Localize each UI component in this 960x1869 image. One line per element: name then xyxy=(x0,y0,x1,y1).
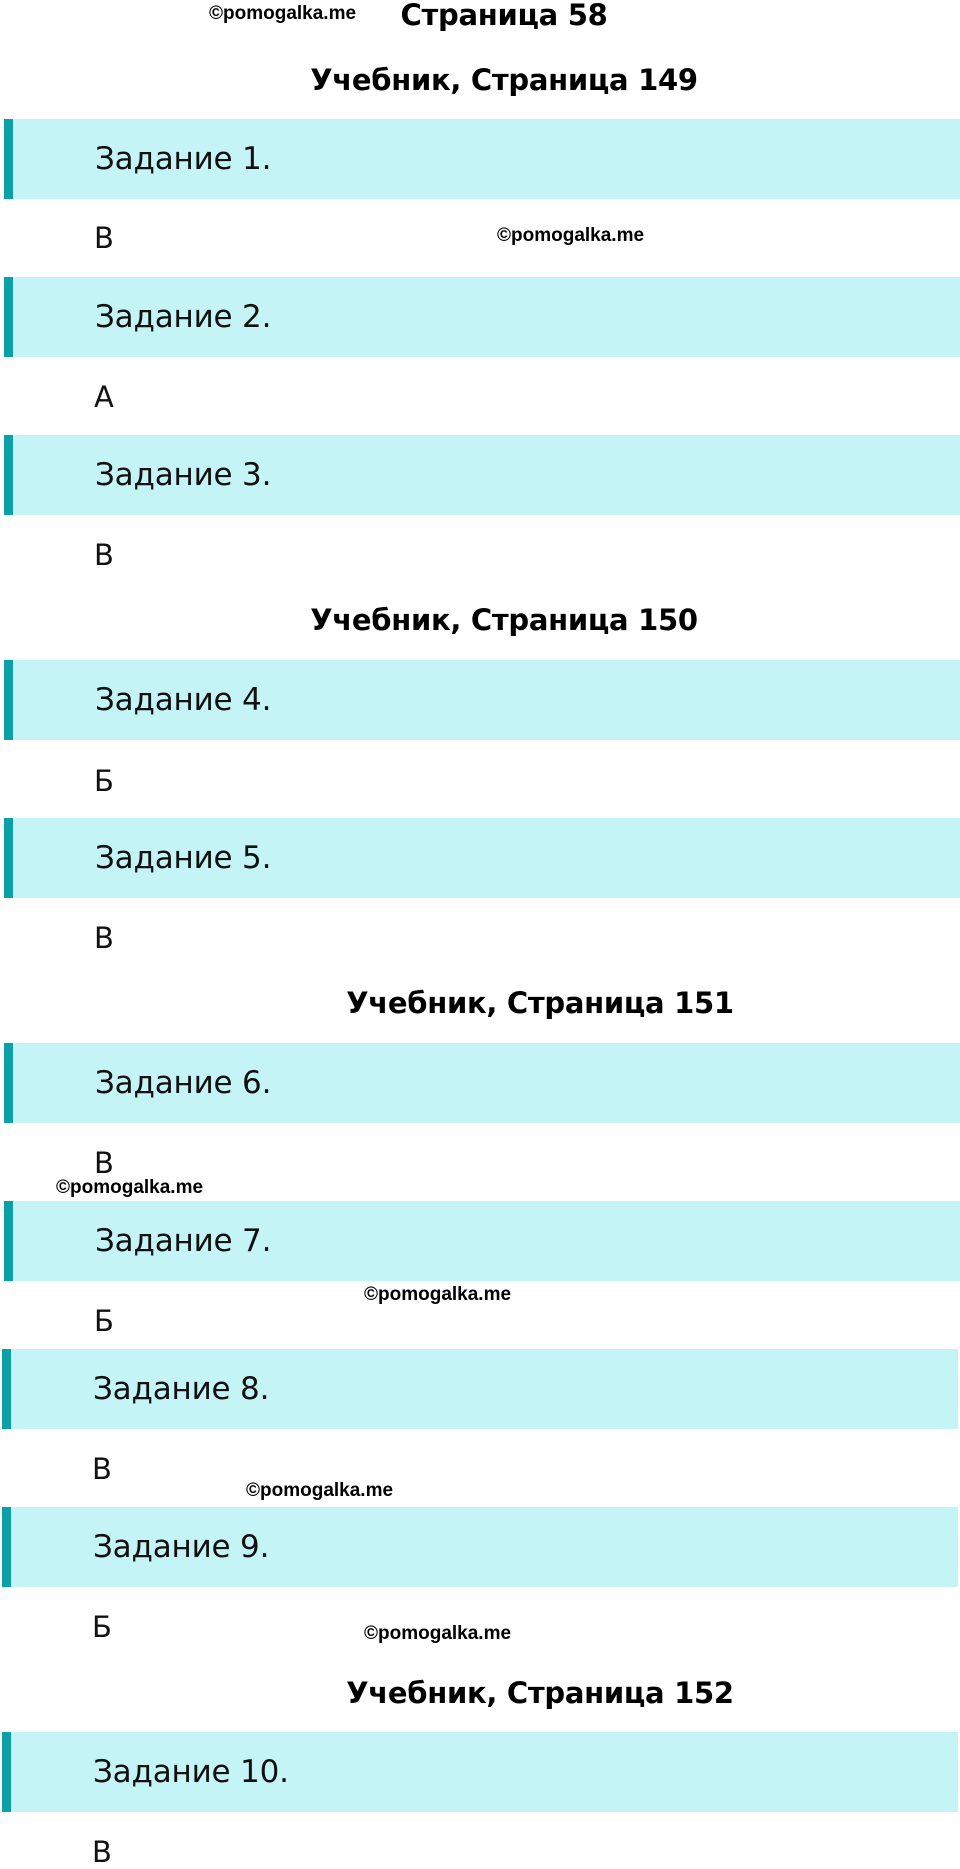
task-accent-stripe xyxy=(4,818,13,898)
task-10-bar xyxy=(2,1732,958,1812)
watermark: ©pomogalka.me xyxy=(56,1177,204,1198)
task-7-bar xyxy=(4,1201,960,1281)
task-5-label: Задание 5. xyxy=(95,840,272,876)
task-accent-stripe xyxy=(4,277,13,357)
task-5-bar xyxy=(4,818,960,898)
task-6-label: Задание 6. xyxy=(95,1065,272,1101)
section-heading-149: Учебник, Страница 149 xyxy=(310,63,698,97)
task-9-label: Задание 9. xyxy=(93,1529,270,1565)
watermark: ©pomogalka.me xyxy=(364,1284,512,1305)
task-accent-stripe xyxy=(4,435,13,515)
task-3-answer: В xyxy=(94,538,114,572)
task-7-label: Задание 7. xyxy=(95,1223,272,1259)
task-7-answer: Б xyxy=(94,1304,114,1338)
task-accent-stripe xyxy=(4,119,13,199)
task-4-label: Задание 4. xyxy=(95,682,272,718)
task-9-answer: Б xyxy=(92,1610,112,1644)
task-4-bar xyxy=(4,660,960,740)
watermark: ©pomogalka.me xyxy=(497,225,645,246)
task-2-label: Задание 2. xyxy=(95,299,272,335)
task-accent-stripe xyxy=(2,1732,11,1812)
task-2-answer: А xyxy=(94,380,114,414)
task-6-answer: В xyxy=(94,1146,114,1180)
task-accent-stripe xyxy=(2,1349,11,1429)
task-accent-stripe xyxy=(4,1043,13,1123)
task-3-label: Задание 3. xyxy=(95,457,272,493)
task-10-label: Задание 10. xyxy=(93,1754,289,1790)
task-4-answer: Б xyxy=(94,764,114,798)
watermark: ©pomogalka.me xyxy=(364,1623,512,1644)
task-1-label: Задание 1. xyxy=(95,141,272,177)
section-heading-152: Учебник, Страница 152 xyxy=(346,1676,734,1710)
task-2-bar xyxy=(4,277,960,357)
task-3-bar xyxy=(4,435,960,515)
task-8-bar xyxy=(2,1349,958,1429)
task-6-bar xyxy=(4,1043,960,1123)
task-1-answer: В xyxy=(94,221,114,255)
page-title: Страница 58 xyxy=(400,0,608,32)
section-heading-150: Учебник, Страница 150 xyxy=(310,603,698,637)
task-10-answer: В xyxy=(92,1835,112,1869)
task-accent-stripe xyxy=(4,660,13,740)
task-accent-stripe xyxy=(4,1201,13,1281)
task-8-answer: В xyxy=(92,1452,112,1486)
task-5-answer: В xyxy=(94,921,114,955)
section-heading-151: Учебник, Страница 151 xyxy=(346,986,734,1020)
watermark: ©pomogalka.me xyxy=(246,1480,394,1501)
watermark: ©pomogalka.me xyxy=(209,3,357,24)
task-1-bar xyxy=(4,119,960,199)
task-accent-stripe xyxy=(2,1507,11,1587)
task-9-bar xyxy=(2,1507,958,1587)
task-8-label: Задание 8. xyxy=(93,1371,270,1407)
